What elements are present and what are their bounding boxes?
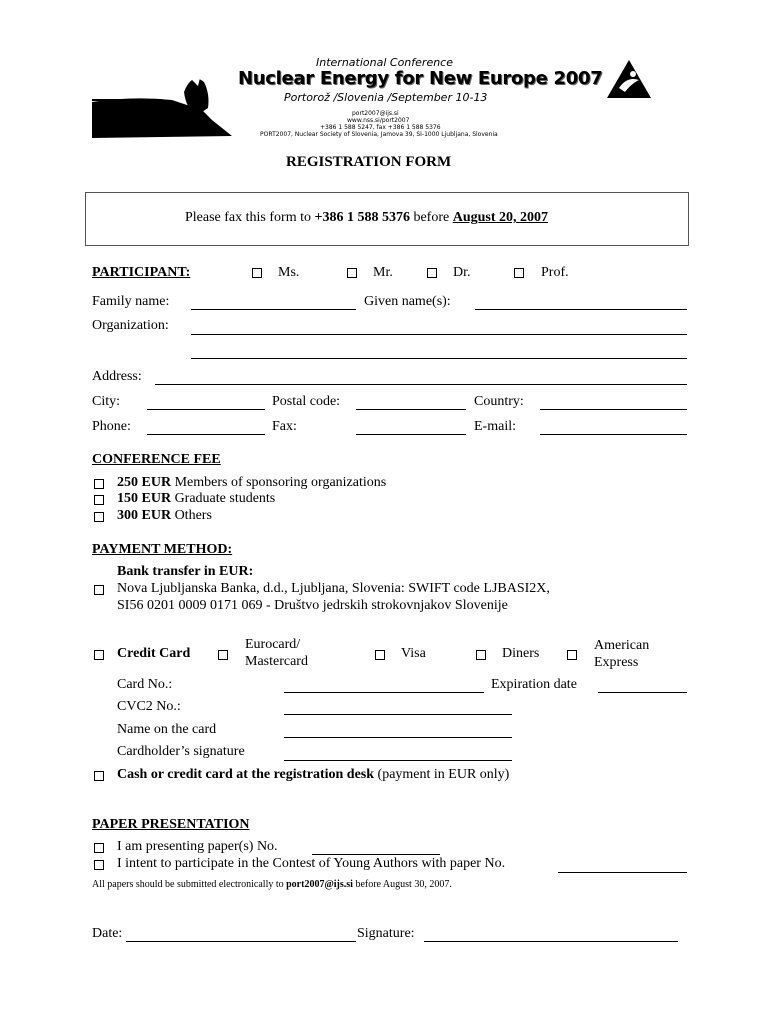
fax-notice-prefix: Please fax this form to	[185, 210, 315, 225]
fee-150-checkbox[interactable]	[94, 495, 104, 505]
amex-checkbox[interactable]	[567, 650, 577, 660]
diners-checkbox[interactable]	[476, 650, 486, 660]
signature-field[interactable]	[424, 941, 678, 942]
fee-option-150	[117, 491, 275, 507]
signature-label: Signature:	[357, 926, 415, 941]
visa-checkbox[interactable]	[375, 650, 385, 660]
fax-label: Fax:	[272, 419, 297, 434]
fee-option-250	[117, 475, 386, 491]
contest-label: I intent to participate in the Contest of Young Authors with paper No.	[117, 856, 506, 871]
bank-details-line-2: SI56 0201 0009 0171 069 - Društvo jedrskih strokovnjakov Slovenije	[117, 598, 508, 613]
given-names-label: Given name(s):	[364, 294, 451, 309]
conference-logo-image	[92, 70, 232, 140]
fee-option-300	[117, 508, 212, 524]
contest-paper-field[interactable]	[558, 872, 687, 873]
eurocard-label-line-1: Eurocard/	[245, 637, 301, 652]
payment-heading: PAYMENT METHOD:	[92, 542, 233, 557]
contest-checkbox[interactable]	[94, 860, 104, 870]
cvc2-label: CVC2 No.:	[117, 699, 181, 714]
fax-deadline: August 20, 2007	[452, 210, 549, 225]
postal-code-label: Postal code:	[272, 394, 341, 409]
participant-heading: PARTICIPANT:	[92, 265, 191, 280]
fax-number: +386 1 588 5376	[314, 210, 410, 225]
presenting-paper-field[interactable]	[312, 854, 440, 855]
country-field[interactable]	[540, 409, 687, 410]
city-label: City:	[92, 394, 121, 409]
cvc2-field[interactable]	[284, 714, 512, 715]
country-label: Country:	[474, 394, 524, 409]
fee-heading: CONFERENCE FEE	[92, 452, 221, 467]
family-name-field[interactable]	[191, 309, 356, 310]
fax-field[interactable]	[356, 434, 466, 435]
card-number-field[interactable]	[284, 692, 484, 693]
note-email: port2007@ijs.si	[286, 879, 353, 890]
credit-card-checkbox[interactable]	[94, 650, 104, 660]
diners-label: Diners	[502, 646, 540, 661]
contact-phone: +386 1 588 5247, fax +386 1 588 5376	[320, 124, 441, 131]
expiration-label: Expiration date	[491, 677, 577, 692]
fee-amount: 300 EUR	[117, 508, 172, 523]
paper-heading: PAPER PRESENTATION	[92, 817, 250, 832]
form-title: REGISTRATION FORM	[286, 154, 452, 170]
eurocard-checkbox[interactable]	[218, 650, 228, 660]
title-ms-label: Ms.	[278, 265, 300, 280]
presenting-checkbox[interactable]	[94, 843, 104, 853]
conference-line: International Conference	[316, 56, 453, 69]
title-prof-checkbox[interactable]	[514, 268, 524, 278]
email-field[interactable]	[540, 434, 687, 435]
amex-label-line-2: Express	[594, 655, 639, 670]
fee-300-checkbox[interactable]	[94, 512, 104, 522]
conference-place: Portorož /Slovenia /September 10-13	[284, 91, 488, 104]
fee-amount: 250 EUR	[117, 475, 172, 490]
contact-org: PORT2007, Nuclear Society of Slovenia, Jamova 39, SI-1000 Ljubljana, Slovenia	[260, 131, 498, 138]
name-on-card-label: Name on the card	[117, 722, 217, 737]
fee-250-checkbox[interactable]	[94, 479, 104, 489]
name-on-card-field[interactable]	[284, 737, 512, 738]
title-prof-label: Prof.	[541, 265, 569, 280]
date-label: Date:	[92, 926, 123, 941]
cash-option	[117, 767, 509, 783]
email-label: E-mail:	[474, 419, 516, 434]
visa-label: Visa	[401, 646, 426, 661]
city-field[interactable]	[147, 409, 265, 410]
fee-desc: Members of sponsoring organizations	[171, 475, 387, 490]
postal-code-field[interactable]	[356, 409, 466, 410]
fee-desc: Graduate students	[171, 491, 276, 506]
phone-label: Phone:	[92, 419, 131, 434]
organization-field-line-2[interactable]	[191, 358, 687, 359]
card-number-label: Card No.:	[117, 677, 173, 692]
bank-details-line-1: Nova Ljubljanska Banka, d.d., Ljubljana, Slovenia: SWIFT code LJBASI2X,	[117, 581, 550, 596]
address-label: Address:	[92, 369, 142, 384]
organization-label: Organization:	[92, 318, 169, 333]
family-name-label: Family name:	[92, 294, 170, 309]
fax-notice-middle: before	[409, 210, 453, 225]
cash-option-rest: (payment in EUR only)	[374, 767, 510, 782]
fee-amount: 150 EUR	[117, 491, 172, 506]
note-prefix: All papers should be submitted electronically to	[92, 879, 287, 890]
bank-transfer-heading: Bank transfer in EUR:	[117, 564, 254, 579]
cardholder-signature-label: Cardholder’s signature	[117, 744, 245, 759]
credit-card-label: Credit Card	[117, 646, 191, 661]
title-dr-checkbox[interactable]	[427, 268, 437, 278]
fee-desc: Others	[171, 508, 212, 523]
given-names-field[interactable]	[475, 309, 687, 310]
title-mr-label: Mr.	[373, 265, 393, 280]
cash-option-bold: Cash or credit card at the registration desk	[117, 767, 375, 782]
bank-transfer-checkbox[interactable]	[94, 585, 104, 595]
title-mr-checkbox[interactable]	[347, 268, 357, 278]
date-field[interactable]	[126, 941, 356, 942]
paper-submission-note	[92, 879, 452, 890]
conference-title: Nuclear Energy for New Europe 2007	[238, 68, 603, 89]
title-dr-label: Dr.	[453, 265, 471, 280]
organization-field[interactable]	[191, 334, 687, 335]
eurocard-label-line-2: Mastercard	[245, 654, 308, 669]
title-ms-checkbox[interactable]	[252, 268, 262, 278]
contact-web: www.nss.si/port2007	[347, 117, 410, 124]
presenting-label: I am presenting paper(s) No.	[117, 839, 278, 854]
cash-checkbox[interactable]	[94, 771, 104, 781]
cardholder-signature-field[interactable]	[284, 760, 512, 761]
fax-notice	[185, 210, 548, 226]
contact-email: port2007@ijs.si	[352, 110, 399, 117]
amex-label-line-1: American	[594, 638, 650, 653]
nuclear-society-logo-icon	[605, 58, 653, 100]
note-suffix: before August 30, 2007.	[352, 879, 452, 890]
address-field[interactable]	[155, 384, 687, 385]
phone-field[interactable]	[147, 434, 265, 435]
expiration-field[interactable]	[598, 692, 687, 693]
